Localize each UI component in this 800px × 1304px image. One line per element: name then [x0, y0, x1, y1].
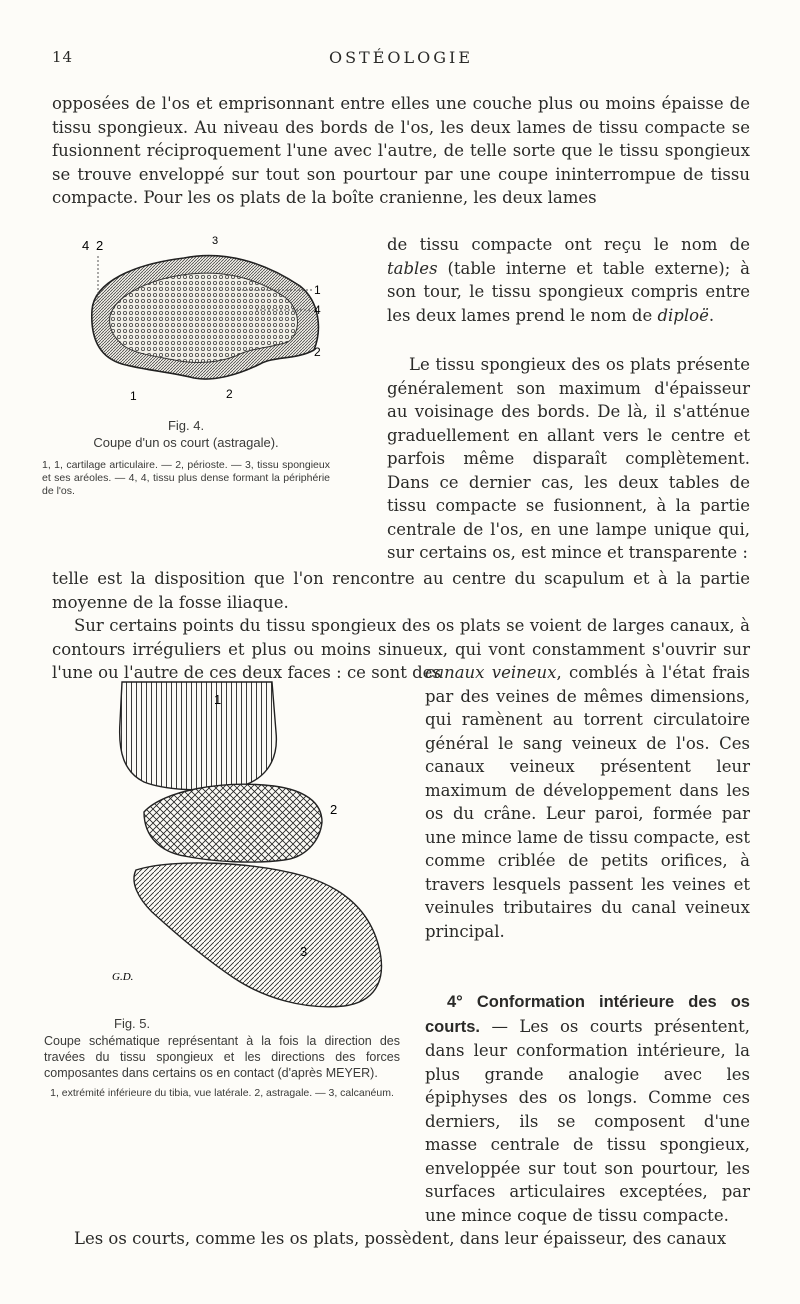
term-diploe: diploë — [657, 305, 709, 325]
tibia-shape — [120, 682, 277, 790]
fig4-label-2-bottom: 2 — [226, 387, 233, 401]
canaux-text-before: Sur certains points du tissu spongieux des os plats se voient de larges canaux, à contours irréguliers et plus ou moins sinueux, qui vont constamment s'ouvrir sur l'une ou l'autre de ces deux faces : ce sont des — [52, 616, 750, 682]
section-4-heading: 4° Conformation intérieure des os courts. — [425, 993, 750, 1036]
paragraph-os-plats: Le tissu spongieux des os plats présente généralement son maximum d'épaisseur au voisinage des bords. De là, il s'atténue graduellement en allant vers le centre et parfois même disparaît complètement. Dans ce dernier cas, les deux tables de tissu compacte se fusionnent, à la partie centrale de l'os, en une lampe unique qui, sur certains os, est mince et transparente : — [387, 355, 750, 562]
fig5-illustration — [104, 662, 414, 1012]
fig5-title: Coupe schématique représentant à la fois la direction des travées du tissu spongieux et les directions des forces composantes dans certains os en contact (d'après MEYER). — [44, 1034, 400, 1080]
paragraph-intro: opposées de l'os et emprisonnant entre elles une couche plus ou moins épaisse de tissu spongieux. Au niveau des bords de l'os, les deux lames de tissu compacte se fusionnent réciproquement l'une avec l'autre, de telle sorte que le tissu spongieux se trouve enveloppé sur tout son pourtour par une coupe ininterrompue de tissu compacte. Pour les os plats de la boîte cranienne, les deux lames — [52, 94, 750, 207]
page-header — [52, 44, 750, 70]
paragraph-canaux-right — [425, 661, 750, 943]
page-number: 14 — [52, 48, 74, 66]
fig4-label-4-left: 4 — [82, 238, 90, 253]
fig5-label-1: 1 — [214, 692, 222, 707]
fig4-label-2-left: 2 — [96, 238, 104, 253]
paragraph-tables — [387, 233, 750, 327]
fig4-illustration — [74, 232, 336, 404]
fig5-signature: G.D. — [112, 971, 134, 983]
term-canaux-veineux: canaux veineux — [425, 663, 557, 682]
fig5-number: Fig. 5. — [114, 1016, 151, 1031]
canaux-text-after: , comblés à l'état frais par des veines de mêmes dimensions, qui ramènent au torrent circulatoire général le sang veineux de l'os. Ces canaux veineux présentent leur maximum de développement dans les os du crâne. Leur paroi, formée par une mince lame de tissu compacte, est comme criblée de petits orifices, à travers lesquels passent les veines et veinules tributaires du canal veineux principal. — [425, 663, 750, 941]
running-title: OSTÉOLOGIE — [328, 48, 474, 67]
section-4-paragraph — [425, 990, 750, 1227]
fig4-number: Fig. 4. — [167, 418, 205, 433]
paragraph-final: Les os courts, comme les os plats, possèdent, dans leur épaisseur, des canaux — [74, 1229, 727, 1248]
section-4-text: — Les os courts présentent, dans leur conformation intérieure, la plus grande analogie avec les épiphyses des os longs. Comme ces derniers, ils se composent d'une masse centrale de tissu spongieux, enveloppée sur tout son pourtour, les surfaces articulaires exceptées, par une mince coque de tissu compacte. — [425, 1016, 751, 1225]
tables-text-middle: (table interne et table externe); à son tour, le tissu spongieux compris entre les deux lames prend le nom de — [387, 258, 750, 325]
fig4-label-3-top: 3 — [212, 235, 219, 247]
paragraph-scapulum: telle est la disposition que l'on rencontre au centre du scapulum et à la partie moyenne de la fosse iliaque. — [52, 569, 750, 612]
fig5-legend: 1, extrémité inférieure du tibia, vue latérale. 2, astragale. — 3, calcanéum. — [50, 1087, 394, 1099]
fig4-title: Coupe d'un os court (astragale). — [93, 435, 279, 450]
tables-text-end: . — [708, 305, 715, 325]
fig4-caption — [42, 418, 330, 498]
fig4-label-1-bottom: 1 — [130, 389, 137, 403]
fig4-label-4-right: 4 — [314, 303, 321, 317]
tables-text-before: de tissu compacte ont reçu le nom de — [387, 235, 750, 254]
fig5-label-2: 2 — [330, 802, 338, 817]
calcaneus-shape — [134, 863, 382, 1007]
fig5-label-3: 3 — [300, 944, 308, 959]
fig4-label-1-right: 1 — [314, 283, 321, 297]
astragalus-shape — [144, 784, 322, 862]
fig4-legend: 1, 1, cartilage articulaire. — 2, périoste. — 3, tissu spongieux et ses aréoles. — 4, 4, tissu plus dense formant la périphérie de l'os. — [42, 459, 330, 497]
term-tables: tables — [387, 258, 438, 278]
fig4-label-2-right: 2 — [314, 345, 321, 359]
fig5-caption — [44, 1016, 400, 1100]
